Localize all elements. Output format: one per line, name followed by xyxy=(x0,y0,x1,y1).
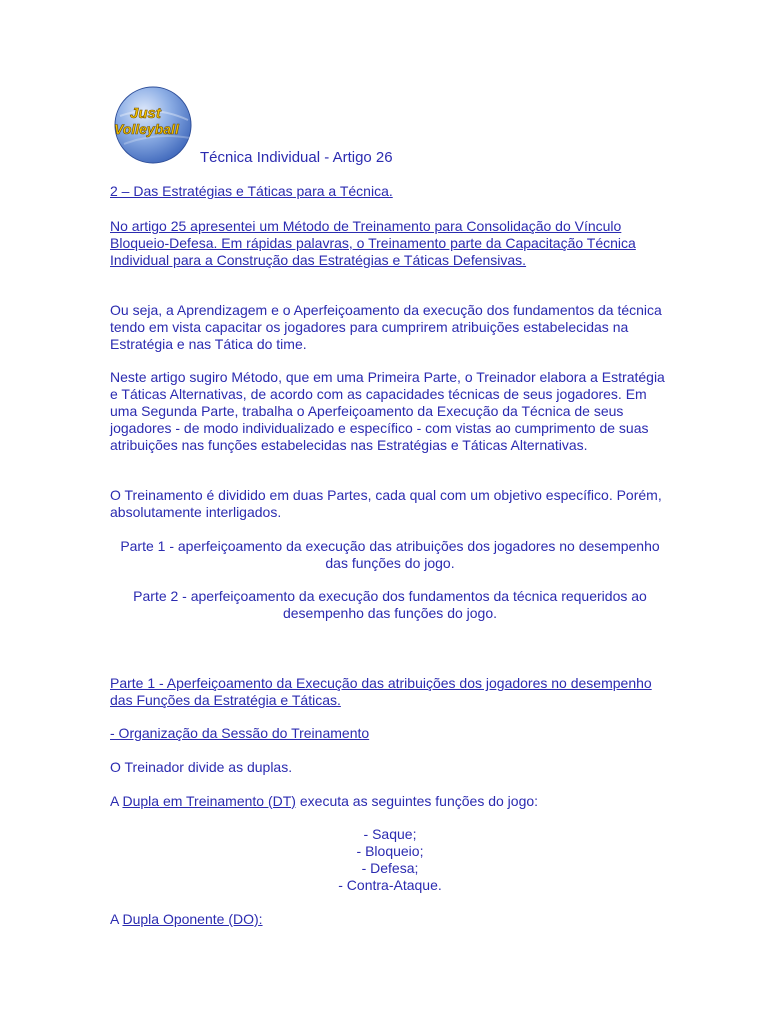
section-heading-link[interactable]: 2 – Das Estratégias e Táticas para a Técnica. xyxy=(110,183,393,199)
page-title: Técnica Individual - Artigo 26 xyxy=(200,149,393,166)
dt-link[interactable]: Dupla em Treinamento (DT) xyxy=(122,793,296,809)
dt-line xyxy=(110,793,670,810)
function-item: - Contra-Ataque. xyxy=(338,877,442,893)
function-item: - Defesa; xyxy=(361,860,419,876)
do-prefix: A xyxy=(110,911,123,927)
document-header xyxy=(110,86,670,166)
do-line xyxy=(110,911,670,928)
paragraph-3: O Treinamento é dividido em duas Partes, cada qual com um objetivo específico. Porém, absolutamente interligados. xyxy=(110,487,662,520)
do-suffix: : xyxy=(258,911,263,927)
just-volleyball-logo xyxy=(110,86,196,164)
divides-text: O Treinador divide as duplas. xyxy=(110,759,293,775)
functions-list xyxy=(110,826,670,894)
intro-link[interactable]: No artigo 25 apresentei um Método de Treinamento para Consolidação do Vínculo Bloqueio-Defesa. Em rápidas palavras, o Treinamento parte da Capacitação Técnica Individual para a Construção das Estratégias e Táticas Defensivas. xyxy=(110,218,636,268)
dt-suffix: executa as seguintes funções do jogo: xyxy=(295,793,539,809)
part-2-summary: Parte 2 - aperfeiçoamento da execução dos fundamentos da técnica requeridos ao desempenho das funções do jogo. xyxy=(133,588,647,621)
organization-heading-link[interactable]: - Organização da Sessão do Treinamento xyxy=(110,725,370,741)
part-1-heading-link[interactable]: Parte 1 - Aperfeiçoamento da Execução das atribuições dos jogadores no desempenho das Funções da Estratégia e Táticas. xyxy=(110,675,652,708)
paragraph-2: Neste artigo sugiro Método, que em uma Primeira Parte, o Treinador elabora a Estratégia e Táticas Alternativas, de acordo com as capacidades técnicas de seus jogadores. Em uma Segunda Parte, trabalha o Aperfeiçoamento da Execução da Técnica de seus jogadores - de modo individualizado e específico - com vistas ao cumprimento de suas atribuições nas funções estabelecidas nas Estratégias e Táticas Alternativas. xyxy=(110,369,665,453)
logo-line1: Just xyxy=(130,105,161,122)
part-1-summary: Parte 1 - aperfeiçoamento da execução das atribuições dos jogadores no desempenho das funções do jogo. xyxy=(120,538,660,571)
logo-line2: Volleyball xyxy=(114,121,179,137)
paragraph-1: Ou seja, a Aprendizagem e o Aperfeiçoamento da execução dos fundamentos da técnica tendo em vista capacitar os jogadores para cumprirem atribuições estabelecidas na Estratégia e nas Tática do time. xyxy=(110,302,662,352)
function-item: - Bloqueio; xyxy=(356,843,424,859)
do-link[interactable]: Dupla Oponente (DO) xyxy=(122,911,259,927)
function-item: - Saque; xyxy=(363,826,417,842)
document-page xyxy=(110,86,670,927)
dt-prefix: A xyxy=(110,793,123,809)
